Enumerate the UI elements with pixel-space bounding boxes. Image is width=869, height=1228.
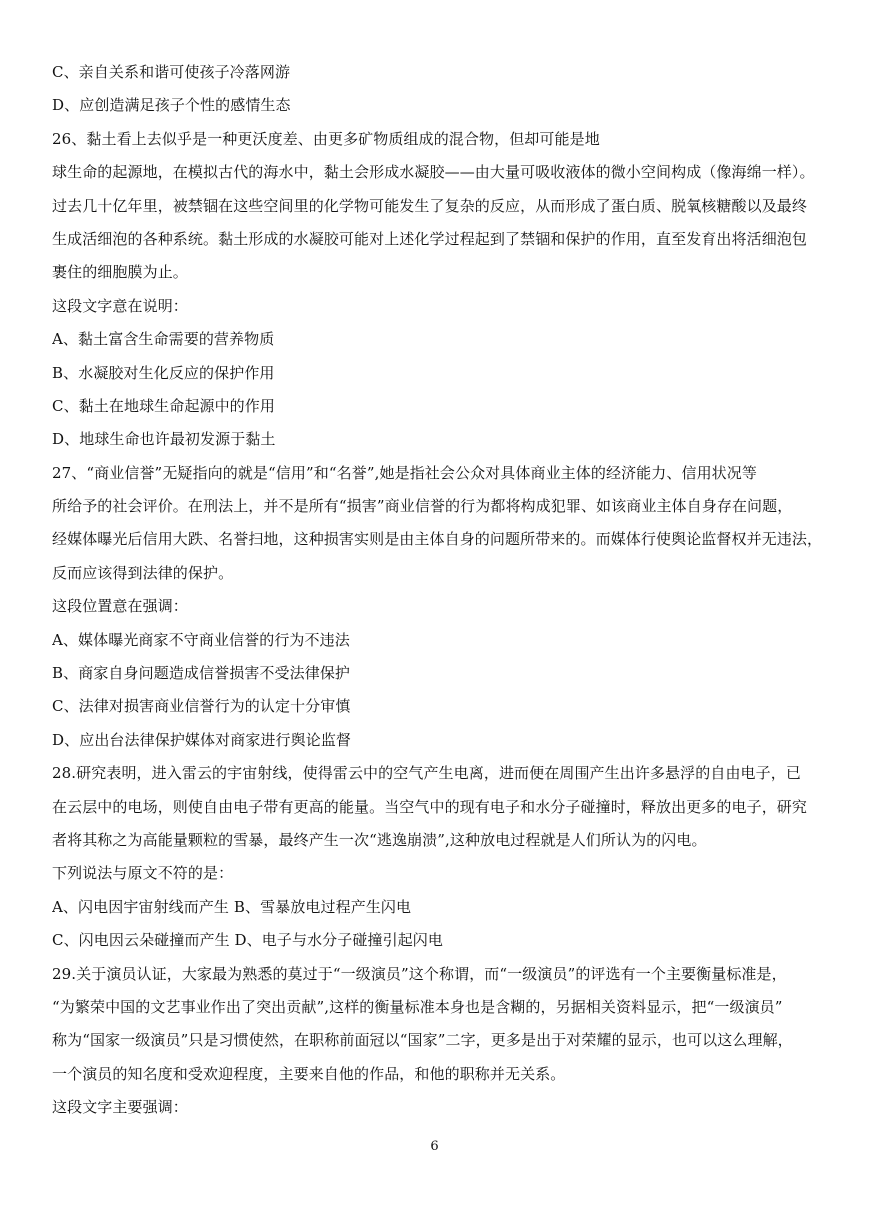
- question-28-text: 者将其称之为高能量颗粒的雪暴，最终产生一次“逃逸崩溃”,这种放电过程就是人们所认为的闪电。: [52, 830, 707, 849]
- question-26-text: 生成活细泡的各种系统。黏土形成的水凝胶可能对上述化学过程起到了禁锢和保护的作用，直至发育出将活细泡包: [52, 229, 808, 248]
- option-b-q27: B、商家自身问题造成信誉损害不受法律保护: [52, 664, 351, 683]
- question-27-text: 反而应该得到法律的保护。: [52, 563, 234, 582]
- question-26-text: 裹住的细胞膜为止。: [52, 263, 188, 282]
- question-27-text: 经媒体曝光后信用大跌、名誉扫地，这种损害实则是由主体自身的问题所带来的。而媒体行使舆论监督权并无违法，: [52, 530, 822, 549]
- page-number: 6: [430, 1139, 439, 1154]
- question-29-prompt: 这段文字主要强调：: [52, 1098, 188, 1117]
- question-26-prompt: 这段文字意在说明：: [52, 296, 188, 315]
- question-26-text: 球生命的起源地，在模拟古代的海水中，黏土会形成水凝胶——由大量可吸收液体的微小空间构成（像海绵一样）。: [52, 163, 815, 182]
- option-c-q25: C、亲自关系和谐可使孩子冷落网游: [52, 63, 291, 81]
- question-26-text: 26、黏土看上去似乎是一种更沃度差、由更多矿物质组成的混合物，但却可能是地: [52, 129, 600, 148]
- question-29-text: “为繁荣中国的文艺事业作出了突出贡献”,这样的衡量标准本身也是含糊的，另据相关资料显示，把“一级演员”: [52, 997, 783, 1016]
- option-a-q26: A、黏土富含生命需要的营养物质: [52, 330, 275, 349]
- question-29-text: 一个演员的知名度和受欢迎程度，主要来自他的作品，和他的职称并无关系。: [52, 1064, 566, 1083]
- question-28-text: 28.研究表明，进入雷云的宇宙射线，使得雷云中的空气产生电离，进而便在周围产生出许多悬浮的自由电子，已: [52, 764, 801, 783]
- question-29-text: 29.关于演员认证，大家最为熟悉的莫过于“一级演员”这个称谓，而“一级演员”的评选有一个主要衡量标准是，: [52, 964, 787, 983]
- option-b-q26: B、水凝胶对生化反应的保护作用: [52, 363, 275, 382]
- option-d-q27: D、应出台法律保护媒体对商家进行舆论监督: [52, 730, 352, 749]
- question-27-text: 27、“商业信誉”无疑指向的就是“信用”和“名誉”,她是指社会公众对具体商业主体的经济能力、信用状况等: [52, 463, 757, 482]
- question-27-text: 所给予的社会评价。在刑法上，并不是所有“损害”商业信誉的行为都将构成犯罪、如该商业主体自身存在问题，: [52, 497, 793, 516]
- question-29-text: 称为“国家一级演员”只是习惯使然，在职称前面冠以“国家”二字，更多是出于对荣耀的显示，也可以这么理解，: [52, 1031, 793, 1050]
- question-28-prompt: 下列说法与原文不符的是：: [52, 864, 234, 883]
- question-26-text: 过去几十亿年里，被禁锢在这些空间里的化学物可能发生了复杂的反应，从而形成了蛋白质、脱氧核糖酸以及最终: [52, 196, 808, 215]
- option-a-q27: A、媒体曝光商家不守商业信誉的行为不违法: [52, 630, 350, 649]
- options-ab-q28: A、闪电因宇宙射线而产生 B、雪暴放电过程产生闪电: [52, 897, 412, 916]
- option-c-q27: C、法律对损害商业信誉行为的认定十分审慎: [52, 697, 351, 716]
- question-28-text: 在云层中的电场，则使自由电子带有更高的能量。当空气中的现有电子和水分子碰撞时，释放出更多的电子，研究: [52, 797, 808, 816]
- option-d-q26: D、地球生命也许最初发源于黏土: [52, 430, 276, 449]
- options-cd-q28: C、闪电因云朵碰撞而产生 D、电子与水分子碰撞引起闪电: [52, 931, 443, 950]
- question-27-prompt: 这段位置意在强调：: [52, 597, 188, 616]
- option-c-q26: C、黏土在地球生命起源中的作用: [52, 396, 275, 415]
- document-body: [52, 56, 822, 1125]
- option-d-q25: D、应创造满足孩子个性的感情生态: [52, 96, 291, 115]
